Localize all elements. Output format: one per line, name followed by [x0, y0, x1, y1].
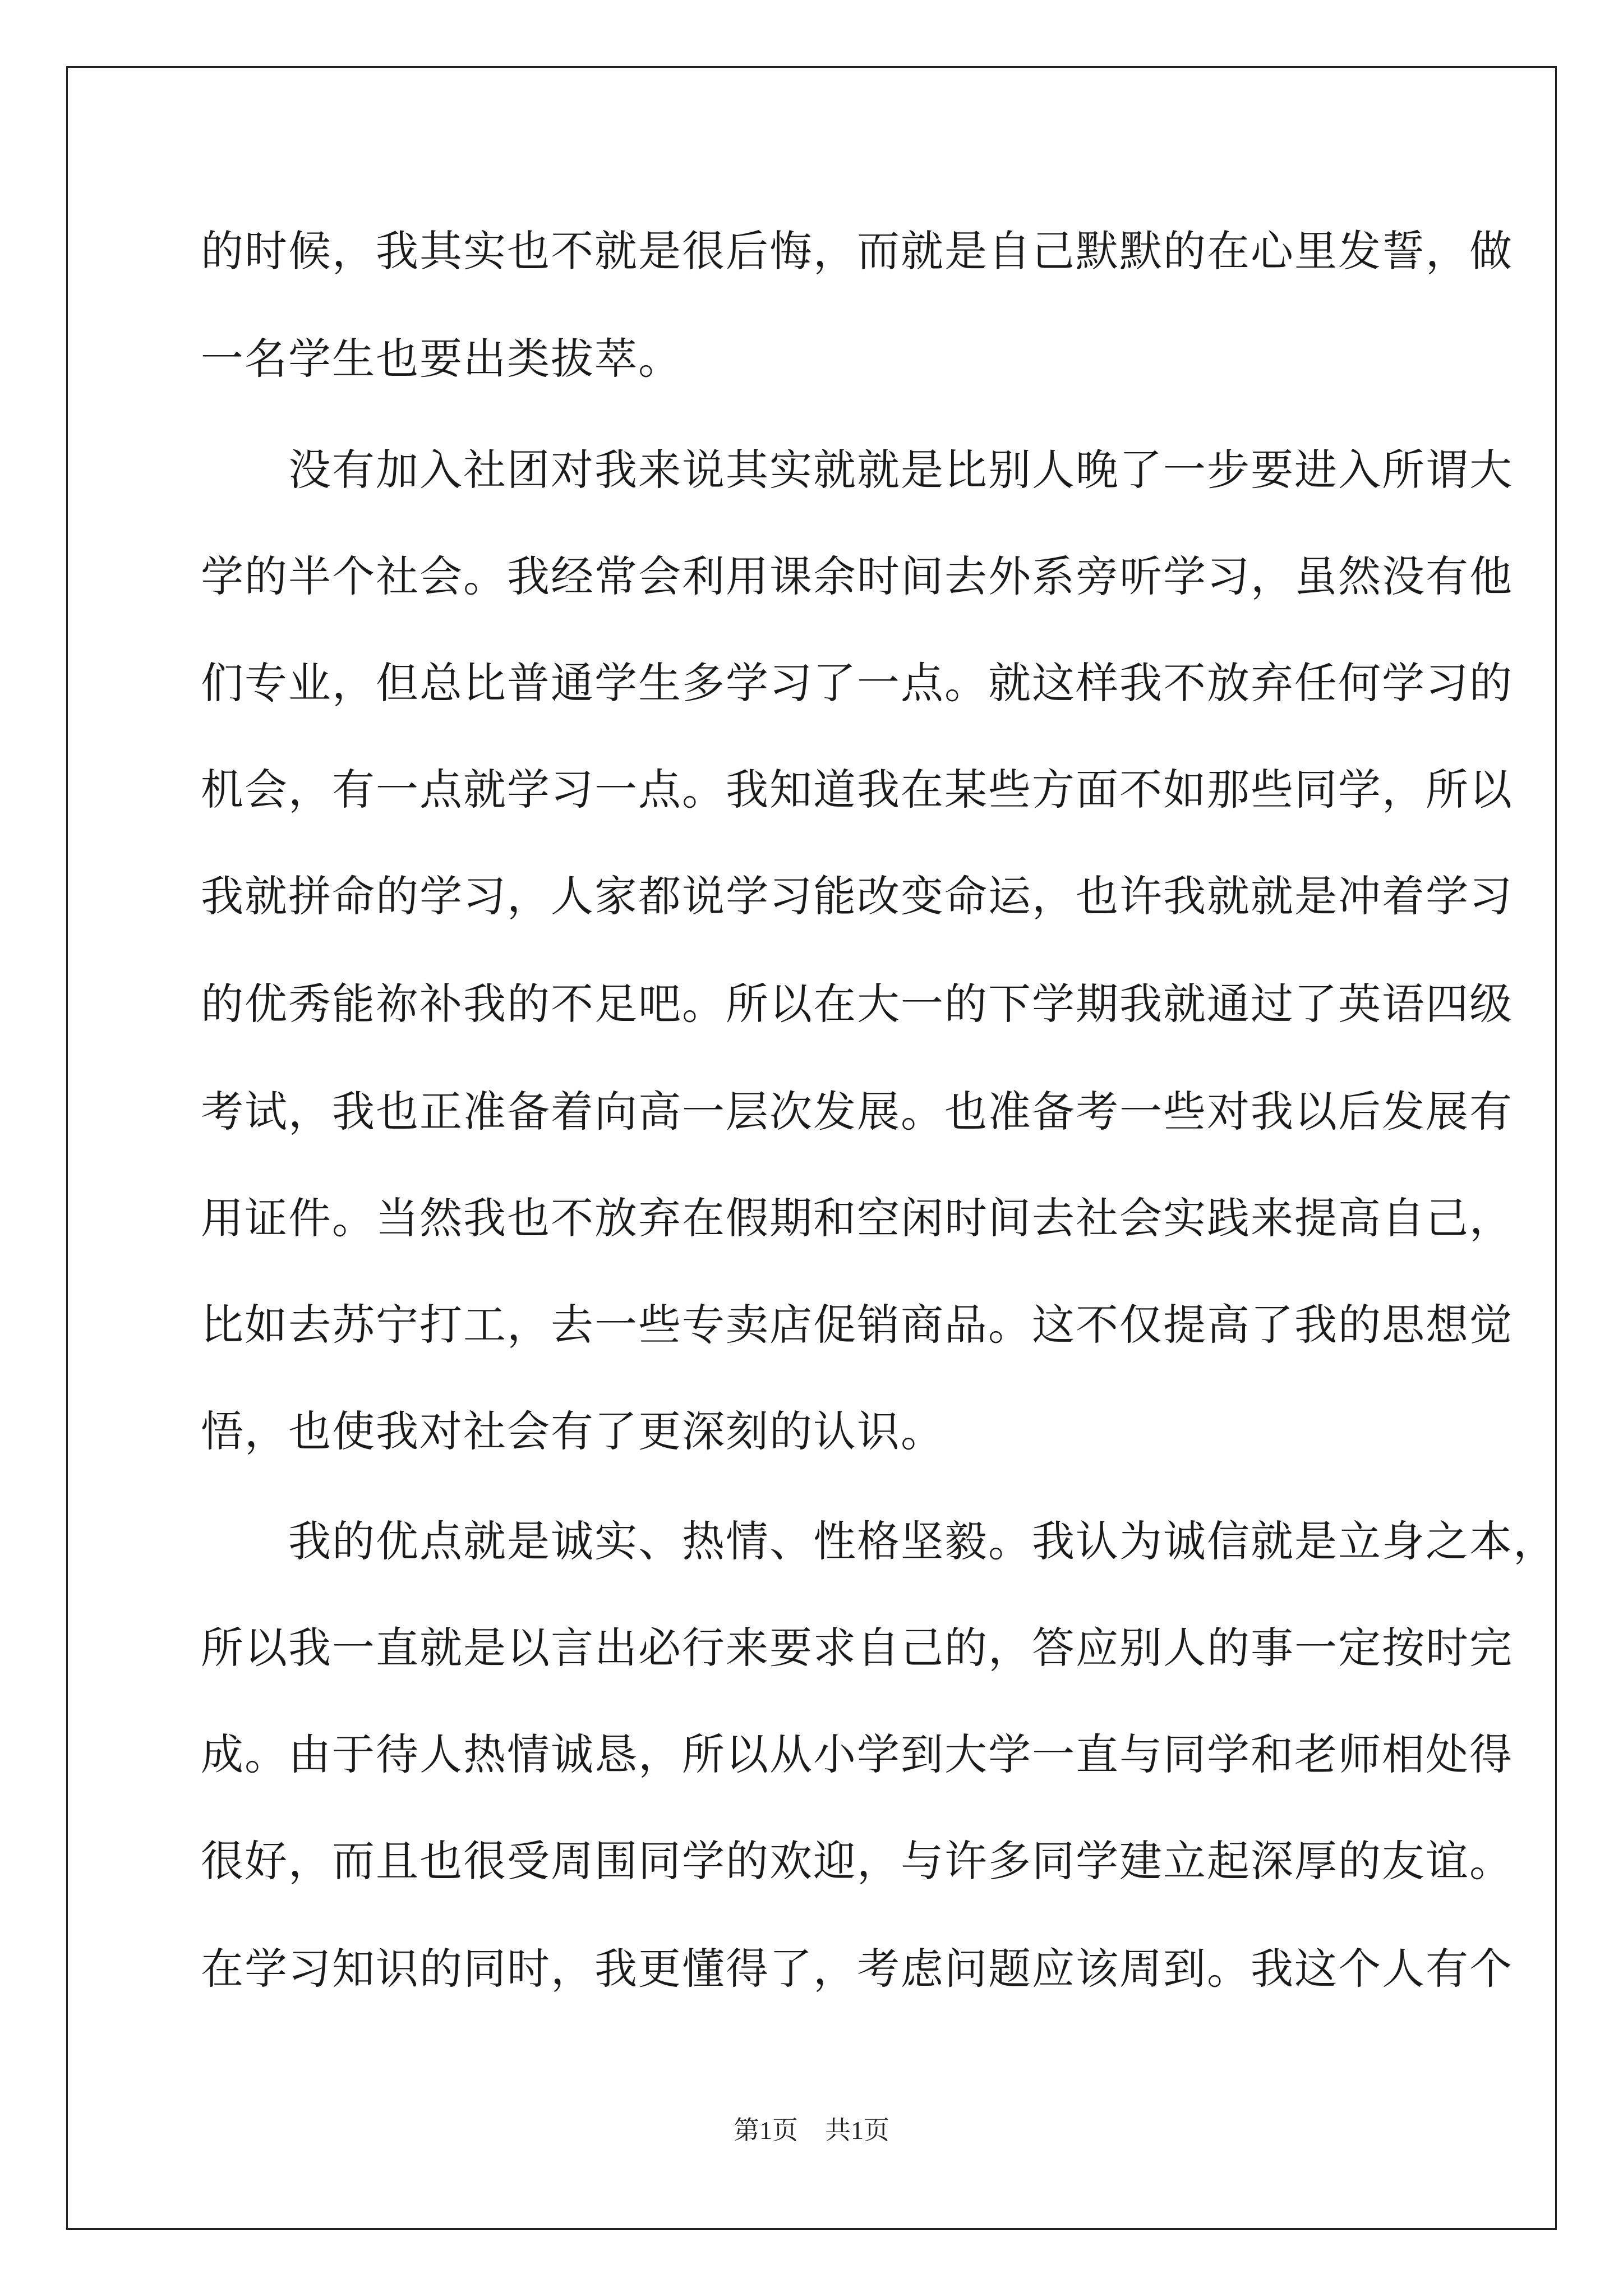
page-border — [66, 66, 1557, 2230]
text-line: 悟，也使我对社会有了更深刻的认识。 — [201, 1406, 944, 1456]
text-line: 用证件。当然我也不放弃在假期和空闲时间去社会实践来提高自己， — [201, 1193, 1513, 1243]
page-number: 第1页 — [734, 2116, 798, 2145]
text-line: 机会，有一点就学习一点。我知道我在某些方面不如那些同学，所以 — [201, 765, 1513, 815]
page-total: 共1页 — [825, 2116, 889, 2145]
text-line: 所以我一直就是以言出必行来要求自己的，答应别人的事一定按时完 — [201, 1623, 1513, 1673]
text-line: 们专业，但总比普通学生多学习了一点。就这样我不放弃任何学习的 — [201, 658, 1513, 708]
text-line: 比如去苏宁打工，去一些专卖店促销商品。这不仅提高了我的思想觉 — [201, 1300, 1513, 1350]
text-line: 的优秀能祢补我的不足吧。所以在大一的下学期我就通过了英语四级 — [201, 979, 1513, 1029]
text-line: 一名学生也要出类拔萃。 — [201, 334, 682, 384]
text-line: 学的半个社会。我经常会利用课余时间去外系旁听学习，虽然没有他 — [201, 551, 1513, 601]
text-line: 没有加入社团对我来说其实就就是比别人晚了一步要进入所谓大 — [201, 445, 1513, 495]
text-line: 成。由于待人热情诚恳，所以从小学到大学一直与同学和老师相处得 — [201, 1729, 1513, 1779]
text-line: 我的优点就是诚实、热情、性格坚毅。我认为诚信就是立身之本， — [201, 1516, 1557, 1566]
text-line: 的时候，我其实也不就是很后悔，而就是自己默默的在心里发誓，做 — [201, 226, 1513, 276]
page-footer — [0, 2114, 1623, 2147]
text-line: 在学习知识的同时，我更懂得了，考虑问题应该周到。我这个人有个 — [201, 1944, 1513, 1994]
text-line: 我就拼命的学习，人家都说学习能改变命运，也许我就就是冲着学习 — [201, 871, 1513, 921]
text-line: 考试，我也正准备着向高一层次发展。也准备考一些对我以后发展有 — [201, 1087, 1513, 1137]
text-line: 很好，而且也很受周围同学的欢迎，与许多同学建立起深厚的友谊。 — [201, 1836, 1513, 1886]
